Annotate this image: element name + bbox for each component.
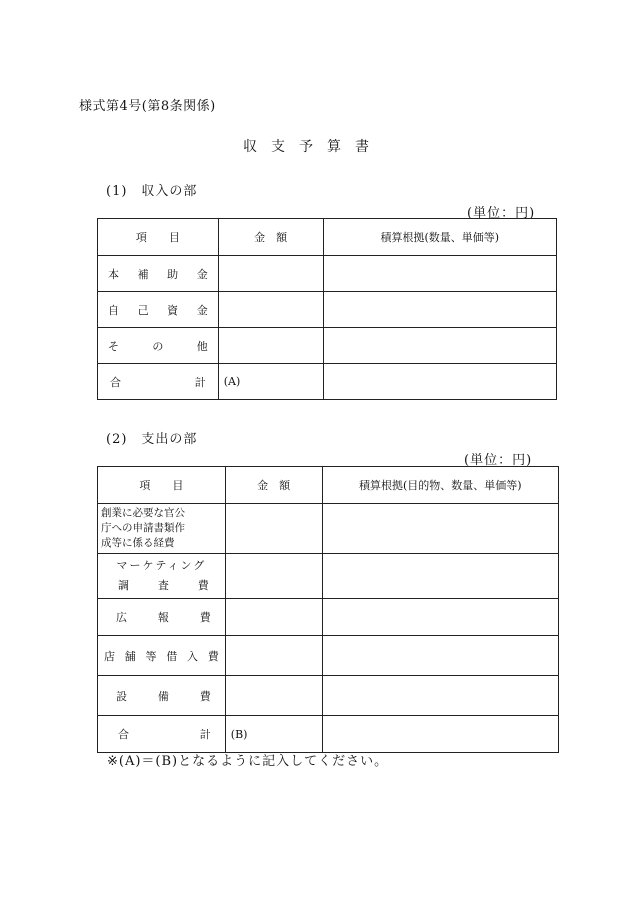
expense-basis-cell[interactable] [322,676,558,716]
income-basis-cell[interactable] [323,292,556,328]
expense-basis-cell[interactable] [322,554,558,599]
table-row [98,599,559,636]
table-row [98,256,557,292]
income-basis-cell[interactable] [323,256,556,292]
table-row [98,328,557,364]
expense-amount-cell[interactable] [225,676,322,716]
income-item-label: 本補助金 [98,256,219,292]
expense-basis-cell[interactable] [322,504,558,554]
income-heading: (1) 収入の部 [106,184,198,199]
income-item-label: 自己資金 [98,292,219,328]
total-label-right: 計 [194,375,206,389]
document-title: 収支予算書 [243,139,383,155]
total-label-left: 合 [118,728,129,741]
income-total-row [98,364,557,400]
expense-total-amount[interactable]: (B) [225,716,322,753]
income-total-label [98,364,219,400]
income-col-basis: 積算根拠(数量、単価等) [323,219,556,256]
income-basis-cell[interactable] [323,364,556,400]
table-row [98,292,557,328]
income-item-label: その他 [98,328,219,364]
expense-item-label [98,554,226,599]
income-amount-cell[interactable] [218,256,323,292]
total-label-right: 計 [199,728,211,741]
income-col-amount: 金 額 [218,219,323,256]
income-header-row [98,219,557,256]
table-row [98,504,559,554]
expense-amount-cell[interactable] [225,504,322,554]
total-label-left: 合 [110,375,121,389]
expense-header-row [98,467,559,504]
expense-total-row [98,716,559,753]
income-amount-cell[interactable] [218,328,323,364]
expense-amount-cell[interactable] [225,554,322,599]
income-total-amount[interactable]: (A) [218,364,323,400]
expense-col-amount: 金 額 [225,467,322,504]
income-unit: (単位：円) [467,206,536,221]
expense-item-label: 店舗等借入費 [98,636,226,676]
form-number: 様式第4号(第8条関係) [79,99,216,114]
expense-col-basis: 積算根拠(目的物、数量、単価等) [322,467,558,504]
income-table [97,218,557,400]
expense-amount-cell[interactable] [225,599,322,636]
expense-item-line1: マーケティング [116,559,207,572]
table-row [98,676,559,716]
expense-heading: (2) 支出の部 [106,432,198,447]
expense-basis-cell[interactable] [322,716,558,753]
balance-note: ※(A)＝(B)となるように記入してください。 [107,754,389,769]
expense-item-label: 創業に必要な官公 庁への申請書類作 成等に係る経費 [98,504,226,554]
table-row [98,636,559,676]
income-col-item: 項 目 [98,219,219,256]
expense-item-line2: 調査費 [118,579,209,592]
expense-total-label [98,716,226,753]
expense-item-label: 設備費 [98,676,226,716]
expense-unit: (単位：円) [464,453,533,468]
income-amount-cell[interactable] [218,292,323,328]
income-basis-cell[interactable] [323,328,556,364]
expense-table [97,466,559,753]
expense-item-label: 広報費 [98,599,226,636]
table-row [98,554,559,599]
expense-basis-cell[interactable] [322,636,558,676]
expense-basis-cell[interactable] [322,599,558,636]
expense-amount-cell[interactable] [225,636,322,676]
expense-col-item: 項 目 [98,467,226,504]
